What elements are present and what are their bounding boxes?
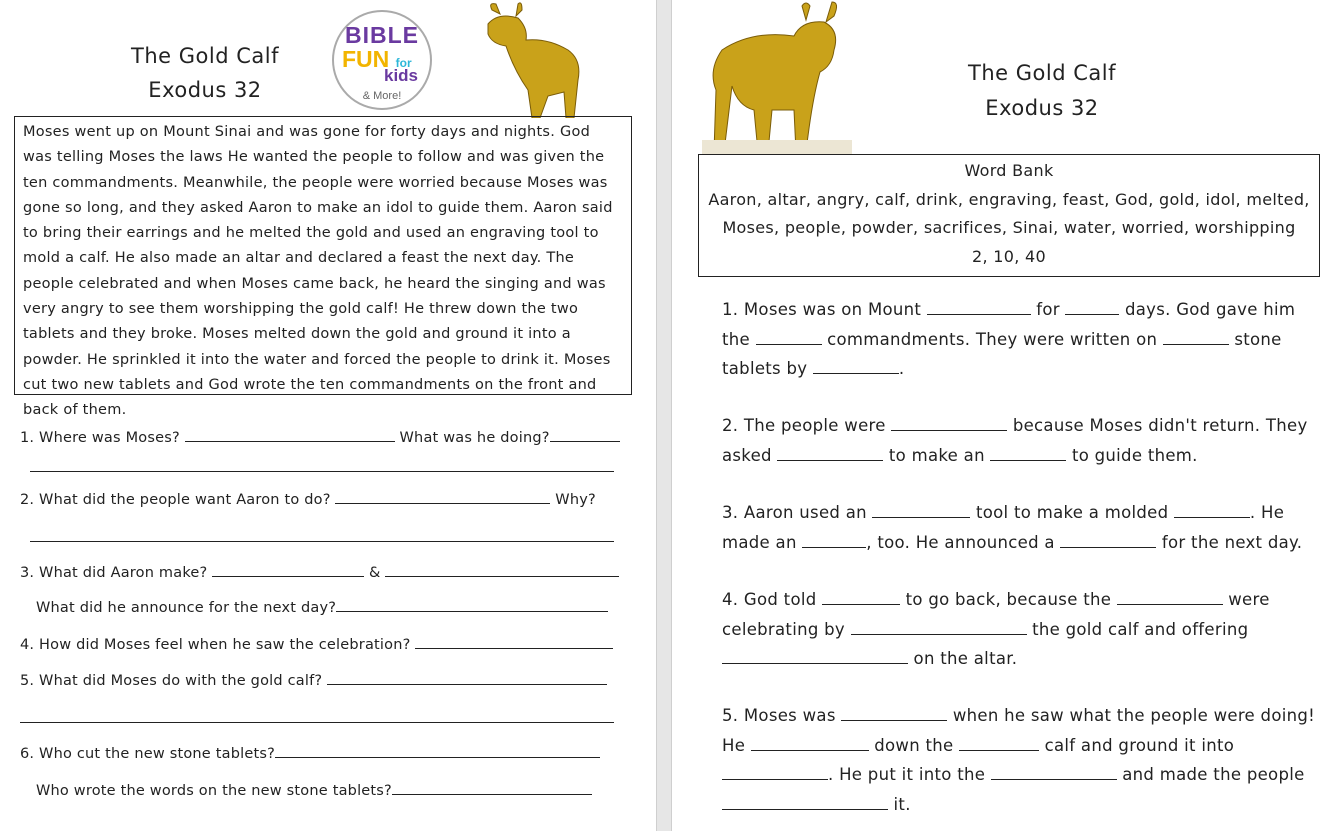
- fill-in-4: [722, 585, 1270, 674]
- left-worksheet-page: [0, 0, 656, 831]
- answer-blank[interactable]: [327, 670, 607, 685]
- text-segment: Who wrote the words on the new stone tablets?: [36, 783, 392, 799]
- gold-calf-image: [702, 0, 852, 155]
- text-segment: Why?: [555, 492, 596, 508]
- text-segment: . He: [1249, 503, 1285, 522]
- answer-blank[interactable]: [990, 446, 1066, 461]
- text-segment: and made the people: [1122, 765, 1305, 784]
- word-bank-heading: Word Bank: [964, 161, 1054, 180]
- logo-line3: kids: [384, 66, 419, 85]
- text-segment: when he saw what the people were doing!: [952, 706, 1316, 725]
- text-segment: 2. The people were: [722, 416, 886, 435]
- text-segment: it.: [893, 794, 911, 814]
- answer-blank[interactable]: [891, 416, 1007, 431]
- answer-blank[interactable]: [927, 300, 1031, 315]
- text-segment: celebrating by: [722, 619, 845, 639]
- text-segment: for the next day.: [1161, 532, 1303, 552]
- word-bank-line: Moses, people, powder, sacrifices, Sinai, water, worried, worshipping: [722, 218, 1296, 237]
- answer-line[interactable]: [30, 541, 614, 542]
- logo-line1: BIBLE: [345, 22, 419, 48]
- story-paragraph: Moses went up on Mount Sinai and was gone for forty days and nights. God was telling Moses the laws He wanted the people to follow and was given the ten commandments. Meanwhile, the people were worried because Moses was gone so long, and they asked Aaron to make an idol to guide them. Aaron said to bring their earrings and he melted the gold and used an engraving tool to mold a calf. He also made an altar and declared a feast the next day. The people celebrated and when Moses came back, he heard the singing and was very angry to see them worshipping the gold calf! He threw down the two tablets and they broke. Moses melted down the gold and ground it into a powder. He sprinkled it into the water and forced the people to drink it. Moses cut two new tablets and God wrote the ten commandments on the front and back of them.: [23, 124, 613, 419]
- answer-blank[interactable]: [756, 330, 822, 345]
- answer-blank[interactable]: [822, 590, 900, 605]
- word-bank-box: [698, 154, 1320, 277]
- text-segment: , too. He announced a: [866, 532, 1055, 552]
- text-segment: were: [1228, 590, 1270, 609]
- text-segment: commandments. They were written on: [827, 329, 1158, 349]
- answer-blank[interactable]: [185, 427, 395, 442]
- answer-blank[interactable]: [872, 503, 970, 518]
- word-bank-line: Aaron, altar, angry, calf, drink, engraving, feast, God, gold, idol, melted,: [708, 189, 1310, 209]
- text-segment: .: [898, 359, 905, 378]
- text-segment: 3. Aaron used an: [722, 503, 867, 522]
- answer-line[interactable]: [20, 722, 614, 723]
- page-title: The Gold Calf: [968, 61, 1116, 85]
- text-segment: What was he doing?: [399, 430, 550, 446]
- answer-blank[interactable]: [851, 620, 1027, 635]
- answer-blank[interactable]: [777, 446, 883, 461]
- right-worksheet-page: [672, 0, 1325, 831]
- answer-line[interactable]: [30, 471, 614, 472]
- answer-blank[interactable]: [813, 359, 899, 374]
- question-3: [20, 562, 619, 581]
- answer-blank[interactable]: [722, 649, 908, 664]
- question-6b: [36, 780, 592, 799]
- fill-in-1: [722, 295, 1295, 384]
- answer-blank[interactable]: [336, 597, 608, 612]
- question-1: [20, 427, 620, 446]
- text-segment: 1. Where was Moses?: [20, 430, 180, 446]
- text-segment: 4. God told: [722, 590, 817, 609]
- fill-in-5: [722, 701, 1315, 819]
- bible-fun-for-kids-logo: [332, 10, 432, 110]
- answer-blank[interactable]: [415, 634, 613, 649]
- text-segment: to make an: [888, 445, 985, 465]
- answer-blank[interactable]: [392, 780, 592, 795]
- text-segment: calf and ground it into: [1044, 735, 1235, 755]
- text-segment: He: [722, 735, 746, 755]
- answer-blank[interactable]: [1065, 300, 1119, 315]
- question-4: [20, 634, 613, 653]
- text-segment: to go back, because the: [905, 590, 1112, 609]
- text-segment: 5. What did Moses do with the gold calf?: [20, 673, 323, 689]
- text-segment: stone: [1234, 329, 1282, 349]
- text-segment: tablets by: [722, 359, 808, 378]
- answer-blank[interactable]: [1174, 503, 1250, 518]
- answer-blank[interactable]: [1117, 590, 1223, 605]
- text-segment: for: [1036, 300, 1060, 319]
- answer-blank[interactable]: [275, 743, 600, 758]
- answer-blank[interactable]: [841, 706, 947, 721]
- answer-blank[interactable]: [802, 533, 866, 548]
- text-segment: made an: [722, 532, 797, 552]
- answer-blank[interactable]: [1163, 330, 1229, 345]
- text-segment: What did he announce for the next day?: [36, 600, 337, 616]
- answer-blank[interactable]: [212, 562, 364, 577]
- text-segment: on the altar.: [913, 649, 1018, 668]
- text-segment: days. God gave him: [1124, 300, 1296, 319]
- text-segment: 1. Moses was on Mount: [722, 300, 922, 319]
- fill-in-3: [722, 498, 1302, 557]
- text-segment: to guide them.: [1071, 445, 1198, 465]
- text-segment: . He put it into the: [828, 765, 986, 784]
- question-5: [20, 670, 607, 689]
- story-text-box: [14, 116, 632, 419]
- fill-in-2: [722, 411, 1308, 470]
- text-segment: &: [369, 565, 381, 581]
- text-segment: 5. Moses was: [722, 706, 836, 725]
- page-divider: [656, 0, 672, 831]
- page-subtitle: Exodus 32: [148, 78, 262, 102]
- answer-blank[interactable]: [550, 427, 620, 442]
- answer-blank[interactable]: [335, 489, 550, 504]
- answer-blank[interactable]: [722, 795, 888, 810]
- page-subtitle: Exodus 32: [985, 96, 1099, 120]
- question-3b: [36, 597, 608, 616]
- answer-blank[interactable]: [991, 765, 1117, 780]
- text-segment: for: [395, 56, 412, 70]
- text-segment: 6. Who cut the new stone tablets?: [20, 746, 275, 762]
- question-6: [20, 743, 600, 762]
- text-segment: 4. How did Moses feel when he saw the celebration?: [20, 637, 411, 653]
- page-title: The Gold Calf: [131, 44, 279, 68]
- text-segment: asked: [722, 445, 772, 465]
- answer-blank[interactable]: [722, 765, 828, 780]
- text-segment: tool to make a molded: [976, 503, 1169, 522]
- text-segment: 2. What did the people want Aaron to do?: [20, 492, 331, 508]
- text-segment: FUN: [342, 46, 390, 72]
- question-2: [20, 489, 596, 508]
- answer-blank[interactable]: [751, 736, 869, 751]
- text-segment: 3. What did Aaron make?: [20, 565, 208, 581]
- word-bank-line: 2, 10, 40: [972, 246, 1046, 266]
- answer-blank[interactable]: [1060, 533, 1156, 548]
- text-segment: the gold calf and offering: [1032, 619, 1249, 639]
- logo-line4: & More!: [362, 90, 402, 102]
- answer-blank[interactable]: [385, 562, 619, 577]
- answer-blank[interactable]: [959, 736, 1039, 751]
- gold-calf-image: [478, 0, 598, 118]
- text-segment: down the: [874, 735, 954, 755]
- text-segment: the: [722, 329, 750, 349]
- text-segment: because Moses didn't return. They: [1012, 416, 1308, 435]
